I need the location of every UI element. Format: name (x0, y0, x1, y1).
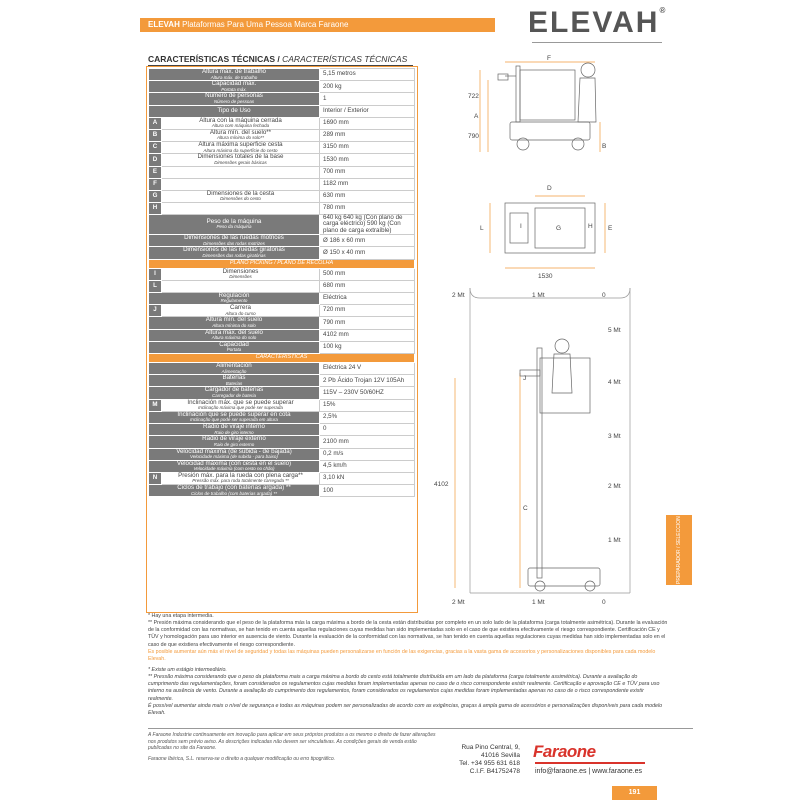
header-subtitle: Plataformas Para Uma Pessoa Marca Faraone (182, 20, 349, 29)
row-label: Altura máx. del suelo Altura máxima do solo (149, 329, 320, 341)
raised-mast (537, 348, 542, 578)
side-mast (516, 66, 520, 122)
mt5: 5 Mt (608, 327, 621, 334)
row-value: 5,15 metros (320, 69, 415, 81)
row-index: N (149, 472, 162, 484)
row-label: Baterías Baterias (149, 375, 320, 387)
row-label: Inclinación máx. que se puede superar Inclinação máxima que pode ser superada (162, 399, 320, 411)
row-index: D (149, 154, 162, 166)
spec-row (149, 292, 415, 304)
row-value: 680 mm (320, 280, 415, 292)
footer-rule (148, 728, 693, 729)
row-value: 100 kg (320, 341, 415, 353)
header-brand: ELEVAH (148, 20, 180, 29)
elevah-logo: ELEVAH® (528, 6, 668, 39)
side-base (510, 122, 590, 140)
row-value: 4,5 km/h (320, 460, 415, 472)
row-label: Presión máx. para la rueda con plena carga** Pressão máx. para roda totalmente carregada ** (162, 472, 320, 484)
spec-row (149, 142, 415, 154)
note-5: ** Pressão máxima considerando que o peso da plataforma mais a carga máxima a bordo do cesto está totalmente distribuída em um lado da plataforma (carga totalmente assimétrica). Durante a avaliação do cumprimento das regulamentações, foram considerados os regulamentos cujas medidas foram implementadas apenas no caso de o risco correspondente existir realmente. Certificação e aprovação CE e TÜV para uso interno na ausência de vento. Durante a avaliação do cumprimento dos regulamentos, foram considerados os regulamentos cujas medidas foram implementadas apenas no caso de o risco correspondente existir realmente. (148, 674, 660, 702)
spec-row (149, 105, 415, 117)
row-label: Velocidad máxima (con cesta en el suelo) Velocidade máxima (com cesto no chão) (149, 460, 320, 472)
page-header (140, 18, 495, 32)
row-value: 790 mm (320, 317, 415, 329)
dim-722: 722 (468, 93, 479, 100)
faraone-logo-line (535, 762, 645, 764)
lab-d: D (547, 185, 552, 192)
lab-g: G (556, 225, 562, 232)
note-1: * Hay una etapa intermedia. (148, 613, 214, 619)
row-index: A (149, 117, 162, 129)
row-value: 4102 mm (320, 329, 415, 341)
section-title: CARACTERÍSTICAS TÉCNICAS / CARACTERÍSTICAS TÉCNICAS (148, 54, 408, 64)
spec-row (149, 460, 415, 472)
mt0-top: 0 (602, 292, 606, 299)
row-label: Altura mín. del suelo** Altura mínima do solo** (162, 129, 320, 141)
row-value: 700 mm (320, 166, 415, 178)
spec-row (149, 424, 415, 436)
spec-row (149, 387, 415, 399)
mt0-bottom: 0 (602, 599, 606, 606)
row-value: 2100 mm (320, 436, 415, 448)
row-label: Dimensiones de las ruedas giratorias Dimensões das rodas giratórias (149, 247, 320, 259)
row-label: Capacidad máx. Portata máx. (149, 81, 320, 93)
lab-a: A (474, 113, 479, 120)
row-label: Peso de la máquina Peso da máquina (149, 214, 320, 235)
lab-c: C (523, 505, 528, 512)
mt4: 4 Mt (608, 379, 621, 386)
footer-address: Rua Pino Central, 9, 41016 Sevilla Tel. +34 955 631 618 C.I.F. B41752478 (459, 744, 520, 776)
row-value: 289 mm (320, 129, 415, 141)
row-value: 0 (320, 424, 415, 436)
lab-b: B (602, 143, 607, 150)
row-label: Dimensiones Dimensões (162, 268, 320, 280)
row-label: Altura con la máquina cerrada Altura com máquina fechada (162, 117, 320, 129)
mt1-top: 1 Mt (532, 292, 545, 299)
note-4: * Existe um estágio intermediário. (148, 666, 227, 673)
spec-row (149, 305, 415, 317)
lab-j: J (523, 375, 527, 382)
row-value: 15% (320, 399, 415, 411)
row-value: 1182 mm (320, 178, 415, 190)
row-index: E (149, 166, 162, 178)
row-value: 630 mm (320, 190, 415, 202)
spec-row (149, 129, 415, 141)
spec-table (148, 68, 415, 497)
row-index: M (149, 399, 162, 411)
row-value: 100 (320, 485, 415, 497)
section-band: CARACTERÍSTICAS (149, 354, 415, 363)
spec-row (149, 399, 415, 411)
section-band: PLANO PICKING / PLANO DE RECOLHA (149, 259, 415, 268)
spec-row (149, 93, 415, 105)
row-index: L (149, 280, 162, 292)
lab-l: L (480, 225, 484, 232)
note-3: Es posible aumentar aún más el nivel de seguridad y todas las máquinas pueden personalizarse en función de las exigencias, gracias a la vasta gama de accesorios y personalizaciones disponibles para cada modelo Elevah. (148, 648, 656, 662)
spec-row (149, 235, 415, 247)
spec-row (149, 81, 415, 93)
spec-row (149, 117, 415, 129)
mt2r: 2 Mt (608, 483, 621, 490)
spec-row (149, 411, 415, 423)
spec-row (149, 190, 415, 202)
section-rule (148, 65, 413, 66)
row-index: B (149, 129, 162, 141)
row-label (162, 166, 320, 178)
note-2: ** Presión máxima considerando que el peso de la plataforma más la carga máxima a bordo de la cesta están distribuidas por completo en un solo lado de la plataforma (carga totalmente asimétrica). Durante la evaluación de la conformidad con las normativas, se han tenido en cuenta aquellas regulaciones cuyas medidas han sido implementadas solo en el caso de que existiera efectivamente el riesgo correspondiente. Certificación CE y TÜV y homologación para uso interior en ausencia de viento. Durante la evaluación de la conformidad con las normativas, se han tenido en cuenta aquellas regulaciones cuyas medidas han sido implementadas solo en el caso de que existiera efectivamente el riesgo correspondiente. (148, 620, 668, 648)
side-basket (520, 70, 575, 120)
operator-head (581, 63, 595, 77)
row-label: Capacidad Portata (149, 341, 320, 353)
spec-row (149, 472, 415, 484)
row-label: Número de personas Número de pessoas (149, 93, 320, 105)
dim-1530: 1530 (538, 273, 553, 280)
spec-row (149, 178, 415, 190)
spec-row (149, 154, 415, 166)
row-label: Dimensiones totales de la base Dimensões gerais básicas (162, 154, 320, 166)
spec-row (149, 375, 415, 387)
row-label: Velocidad máxima (de subida - de bajada) Velocidade máxima (de subida - para baixo) (149, 448, 320, 460)
spec-row (149, 329, 415, 341)
spec-row (149, 202, 415, 214)
row-label: Altura mín. del suelo Altura mínima do solo (149, 317, 320, 329)
logo-rule (532, 42, 662, 43)
top-tray (510, 213, 528, 243)
row-label: Alimentación Alimentação (149, 363, 320, 375)
row-value: 640 kg 640 kg (Con plano de carga eléctrico) 590 kg (Con plano de carga extraíble) (320, 214, 415, 235)
row-label: Radio de viraje externo Raio de giro externo (149, 436, 320, 448)
mt1r: 1 Mt (608, 537, 621, 544)
row-value: 3150 mm (320, 142, 415, 154)
row-value: Eléctrica (320, 292, 415, 304)
spec-row (149, 268, 415, 280)
spec-row (149, 69, 415, 81)
row-label: Inclinación que se puede superar en cota Inclinação que pode ser superada em altura (149, 411, 320, 423)
mt2-bottom: 2 Mt (452, 599, 465, 606)
dim-4102: 4102 (434, 481, 449, 488)
side-tab: PREPARADOR / SELECCION (666, 515, 692, 585)
raised-basket (540, 358, 590, 413)
row-value: 1 (320, 93, 415, 105)
spec-row (149, 214, 415, 235)
row-label (162, 280, 320, 292)
row-value: 500 mm (320, 268, 415, 280)
lab-h: H (588, 223, 593, 230)
row-label: Radio de viraje interno Raio de giro interno (149, 424, 320, 436)
lab-i: I (520, 223, 522, 230)
top-base (505, 203, 595, 253)
row-index: F (149, 178, 162, 190)
note-6: É possível aumentar ainda mais o nível de segurança e todas as máquinas podem ser personalizadas de acordo com as exigências, graças à ampla gama de acessórios e personalizações disponíveis para cada modelo Elevah. (148, 702, 663, 716)
footer-legal: A Faraone Industrie continuamente em inovação para aplicar em seus próprios produtos a os mesmo o direito de fazer alterações nos produtos sem prévio aviso. As descrições indicadas não devem ser vinculativas. As condições gerais de venda estão publicadas no site da Faraone. Faraone Ibérica, S.L. reserva-se o direito a qualquer modificação ou erro tipográfico. (148, 732, 436, 762)
row-label: Dimensiones de las ruedas motrices Dimensões das rodas motrizes (149, 235, 320, 247)
row-value: 115V – 230V 50/60HZ (320, 387, 415, 399)
row-index: I (149, 268, 162, 280)
row-value: Ø 186 x 60 mm (320, 235, 415, 247)
row-value: 2 Pb Ácido Trojan 12V 105Ah (320, 375, 415, 387)
row-value: 1530 mm (320, 154, 415, 166)
spec-row (149, 341, 415, 353)
row-label: Altura máxima superficie cesta Altura máxima da superfície do cesto (162, 142, 320, 154)
row-index: J (149, 305, 162, 317)
row-value: Eléctrica 24 V (320, 363, 415, 375)
spec-row (149, 363, 415, 375)
spec-row (149, 436, 415, 448)
row-label: Altura máx. de trabalho Altura máx. de trabalho (149, 69, 320, 81)
row-index: C (149, 142, 162, 154)
row-label (162, 178, 320, 190)
spec-row (149, 280, 415, 292)
row-label: Ciclos de trabajo (con baterías argada) ** Ciclos de trabalho (com baterias argada) ** (149, 485, 320, 497)
row-label: Cargador de baterías Carregador de bateria (149, 387, 320, 399)
lab-e: E (608, 225, 613, 232)
row-label (162, 202, 320, 214)
mt2-top: 2 Mt (452, 292, 465, 299)
row-value: 0,2 m/s (320, 448, 415, 460)
row-value: Ø 150 x 40 mm (320, 247, 415, 259)
dim-790: 790 (468, 133, 479, 140)
spec-row (149, 247, 415, 259)
row-label: Tipo de Uso (149, 105, 320, 117)
row-value: 1690 mm (320, 117, 415, 129)
row-value: 2,5% (320, 411, 415, 423)
row-value: 720 mm (320, 305, 415, 317)
mt1-bottom: 1 Mt (532, 599, 545, 606)
spec-row (149, 448, 415, 460)
row-label: Regulación Regulamento (149, 292, 320, 304)
row-label: Dimensiones de la cesta Dimensões do cesto (162, 190, 320, 202)
row-value: 3,10 kN (320, 472, 415, 484)
spec-row (149, 317, 415, 329)
raised-base (528, 568, 600, 586)
faraone-logo: Faraone (533, 742, 596, 761)
spec-row (149, 485, 415, 497)
lab-f: F (547, 55, 551, 62)
row-value: 780 mm (320, 202, 415, 214)
spec-row (149, 166, 415, 178)
operator-body (578, 78, 596, 122)
page-number: 191 (612, 786, 657, 800)
mt3: 3 Mt (608, 433, 621, 440)
row-index: G (149, 190, 162, 202)
machine-diagrams (420, 48, 670, 613)
row-index: H (149, 202, 162, 214)
footer-email[interactable]: info@faraone.es | www.faraone.es (535, 768, 642, 775)
row-label: Carrera Altura do curso (162, 305, 320, 317)
row-value: 200 kg (320, 81, 415, 93)
row-value: Interior / Exterior (320, 105, 415, 117)
notes (148, 613, 668, 717)
